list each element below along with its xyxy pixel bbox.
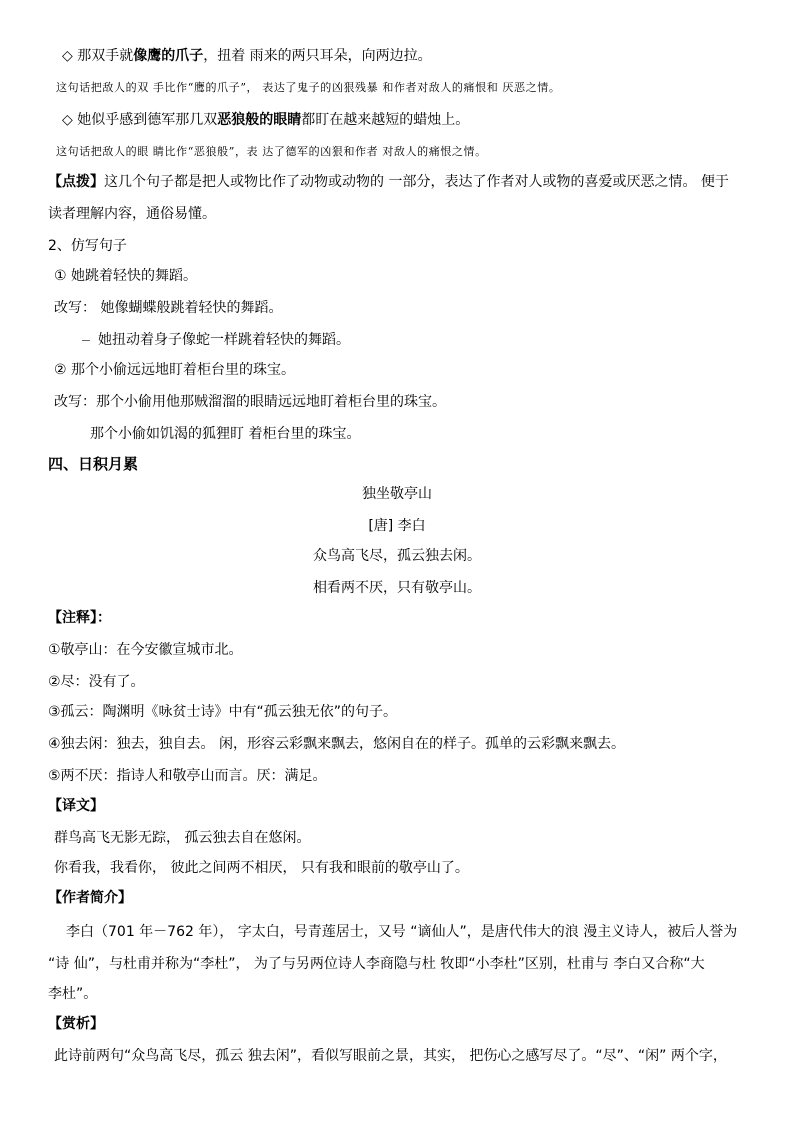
tip-line-2: 读者理解内容，通俗易懂。: [48, 206, 216, 222]
note-item: ①敬亭山：在今安徽宣城市北。: [48, 642, 243, 658]
example-1-suffix: ，扭着 雨来的两只耳朵，向两边拉。: [203, 48, 432, 64]
rewrite-item-2: ② 那个小偷远远地盯着柜台里的珠宝。: [54, 362, 295, 378]
note-item: ②尽：没有了。: [48, 674, 145, 690]
poem-author: [唐] 李白: [368, 518, 426, 534]
rewrite-item-1-answer-1: 改写： 她像蝴蝶般跳着轻快的舞蹈。: [54, 300, 283, 316]
example-sentence-1: [62, 46, 432, 66]
rewrite-item-1: ① 她跳着轻快的舞蹈。: [54, 268, 198, 284]
note-item: ④独去闲：独去，独自去。 闲，形容云彩飘来飘去，悠闲自在的样子。孤单的云彩飘来飘去。: [48, 736, 625, 752]
translation-label: 【译文】: [48, 798, 104, 814]
rewrite-item-2-answer-1: 改写：那个小偷用他那贼溜溜的眼睛远远地盯着柜台里的珠宝。: [54, 394, 446, 410]
author-intro-line-3: 李杜”。: [48, 986, 98, 1002]
rewrite-item-1-answer-2-text: 她扭动着身子像蛇一样跳着轻快的舞蹈。: [98, 332, 350, 348]
example-2-suffix: 都盯在越来越短的蜡烛上。: [301, 112, 470, 128]
tip-label: 【点拨】: [48, 174, 104, 190]
appreciation-label: 【赏析】: [48, 1016, 104, 1032]
section-2-title: 2、仿写句子: [48, 238, 127, 254]
rewrite-item-2-answer-2: 那个小偷如饥渴的狐狸盯 着柜台里的珠宝。: [90, 426, 361, 442]
author-intro-line-2: “诗 仙”，与杜甫并称为“李杜”， 为了与另两位诗人李商隐与杜 牧即“小李杜”区别，杜甫与 李白又合称“大: [48, 956, 705, 972]
poem-title: 独坐敬亭山: [362, 486, 432, 502]
note-item: ⑤两不厌：指诗人和敬亭山而言。厌：满足。: [48, 768, 327, 784]
example-2-prefix: ◇ 她似乎感到德军那几双: [62, 112, 218, 128]
tip-line-1: [48, 172, 729, 192]
example-1-highlight: 像鹰的爪子: [133, 48, 204, 64]
example-1-note: 这句话把敌人的双 手比作“鹰的爪子”， 表达了鬼子的凶狠残暴 和作者对敌人的痛恨和 厌恶之情。: [56, 81, 561, 94]
example-sentence-2: [62, 110, 469, 130]
example-1-prefix: ◇ 那双手就: [62, 48, 134, 64]
example-2-note: 这句话把敌人的眼 睛比作“恶狼般”，表 达了德军的凶狠和作者 对敌人的痛恨之情。: [56, 145, 487, 158]
poem-line-2: 相看两不厌，只有敬亭山。: [313, 580, 481, 596]
rewrite-item-1-answer-2: [82, 330, 350, 350]
translation-line-1: 群鸟高飞无影无踪， 孤云独去自在悠闲。: [54, 830, 311, 846]
dash-mark: [82, 340, 90, 341]
notes-label: 【注释】：: [48, 610, 111, 626]
tip-text-1: 这几个句子都是把人或物比作了动物或动物的 一部分，表达了作者对人或物的喜爱或厌恶之情。 便于: [104, 174, 729, 190]
appreciation-line-1: 此诗前两句“众鸟高飞尽，孤云 独去闲”，看似写眼前之景，其实， 把伤心之感写尽了。“尽”、“闲” 两个字，: [54, 1048, 727, 1064]
poem-line-1: 众鸟高飞尽，孤云独去闲。: [313, 548, 481, 564]
section-4-title: 四、日积月累: [48, 455, 139, 473]
note-item: ③孤云：陶渊明《咏贫士诗》中有“孤云独无依”的句子。: [48, 704, 398, 720]
translation-line-2: 你看我，我看你， 彼此之间两不相厌， 只有我和眼前的敬亭山了。: [54, 860, 469, 876]
example-2-highlight: 恶狼般的眼睛: [217, 112, 302, 128]
author-intro-line-1: 李白（701 年－762 年）， 字太白，号青莲居士，又号 “谪仙人”，是唐代伟大的浪 漫主义诗人，被后人誉为: [66, 924, 738, 940]
author-intro-label: 【作者简介】: [48, 890, 132, 906]
